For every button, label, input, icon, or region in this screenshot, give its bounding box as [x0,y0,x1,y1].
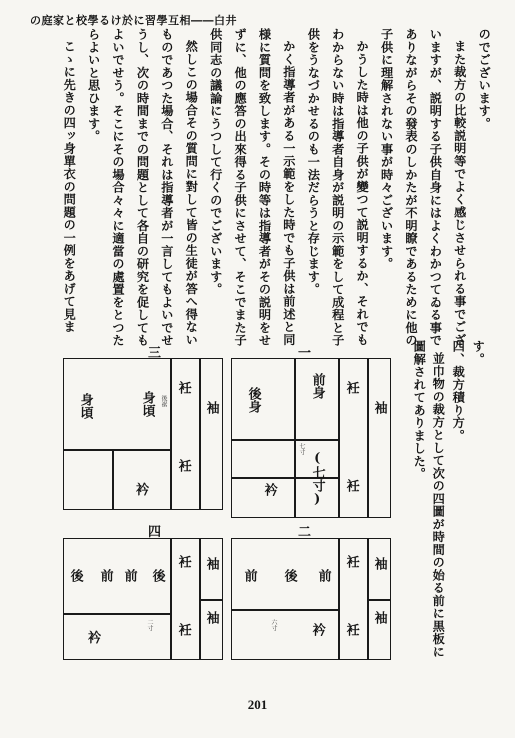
figure-1-label: 一 [298,346,312,361]
fig2-note: 六寸 [270,619,277,631]
text-column: 子供に理解されない事が時々ございます。 [379,28,394,271]
fig3-okumi-bottom: 衽 [175,459,191,472]
fig1-front: 前身 [309,373,325,399]
text-column: のでございます。 [477,28,492,130]
fig2-collar: 衿 [309,623,325,636]
text-column: 並巾物の裁方として次の四圖が時間の始る前に黒板に [431,352,446,658]
text-column: 供をうなづかせるのも一法だらうと存じます。 [306,28,321,296]
fig1-note: 七寸 [298,443,305,455]
fig1-sode: 袖 [371,401,387,414]
text-column: す。 [471,340,486,366]
fig1-okumi-top: 衽 [343,381,359,394]
figure-4-diagram [63,538,223,660]
text-column: こゝに先きの四ッ身單衣の問題の一例をあげて見ま [62,40,77,334]
fig1-collar: 衿 [261,483,277,496]
text-column: らよいと思ひます。 [86,28,101,143]
text-column: ずに、他の應答の出來得る子供にさせて、そこでまた子 [233,28,248,347]
fig1-back: 後身 [245,387,261,413]
text-column: 然しこの場合その質問に對して皆の生徒が答へ得ない [184,40,199,346]
text-column: 圖解されてありました。 [412,340,427,481]
fig3-collar: 衿 [136,483,150,498]
text-column: かうした時は他の子供が變つて説明するか、それでも [355,40,370,346]
fig4-sode-top: 袖 [203,557,219,570]
fig2-okumi-top: 衽 [343,555,359,568]
fig4-back-b: 後 [149,569,165,582]
figure-3-diagram [63,358,223,510]
fig4-okumi-bottom: 衽 [175,623,191,636]
figure-2-diagram [231,538,391,660]
fig3-okumi-top: 衽 [175,381,191,394]
text-column: 四、裁方積り方。 [451,340,466,442]
text-column: わからない時は指導者自身が説明の示範をして成程と子 [330,28,345,347]
text-column: 供同志の議論にうつして行くのでございます。 [208,28,223,296]
fig4-sode-bottom: 袖 [203,611,219,624]
fig4-front-b: 前 [121,569,137,582]
fig4-okumi-top: 衽 [175,555,191,568]
text-column: また裁方の比較説明等でよく感じさせられる事でござ [452,40,467,346]
fig2-front-b: 前 [241,569,257,582]
fig3-body-front: 身頃 [139,391,155,417]
fig3-note: 後裾 [160,395,167,407]
figure-2-label: 二 [298,525,312,540]
page-number: 201 [247,697,268,712]
text-column: 様に質問を致します。その時等は指導者がその説明をせ [257,28,272,347]
fig3-body-back: 身頃 [77,393,93,419]
fig2-back-a: 後 [281,569,297,582]
fig4-front-a: 前 [97,569,113,582]
fig1-okumi-bottom: 衽 [343,479,359,492]
figure-4-label: 四 [148,525,162,540]
text-column: かく指導者がある一示範をした時でも子供は前述と同 [281,40,296,346]
text-column: ものであつた場合、それは指導者が一言してもよいでせ [159,28,174,347]
running-header: の庭家と校學るけ於に習學互相――白井 [30,14,237,27]
text-column: いますが、説明する子供自身にはよくわかつてゐる事で [428,28,443,347]
fig4-back-a: 後 [67,569,83,582]
text-column: うし、次の時間までの問題として各自の研究を促しても [135,28,150,347]
fig3-sode: 袖 [203,401,219,414]
fig2-sode-bottom: 袖 [371,611,387,624]
fig4-note: 二寸 [146,619,153,631]
fig4-collar: 衿 [88,631,102,646]
text-column: ありながらその發表のしかたが不明瞭であるために他の [403,28,418,347]
fig2-okumi-bottom: 衽 [343,623,359,636]
figure-1-diagram [231,358,391,518]
text-column: よいでせう。そこにその場合々々に適當の處置をとつた [111,28,126,347]
fig2-sode-top: 袖 [371,557,387,570]
fig2-front-a: 前 [315,569,331,582]
fig1-mark: (七寸) [309,451,325,507]
figure-3-label: 三 [148,346,162,361]
